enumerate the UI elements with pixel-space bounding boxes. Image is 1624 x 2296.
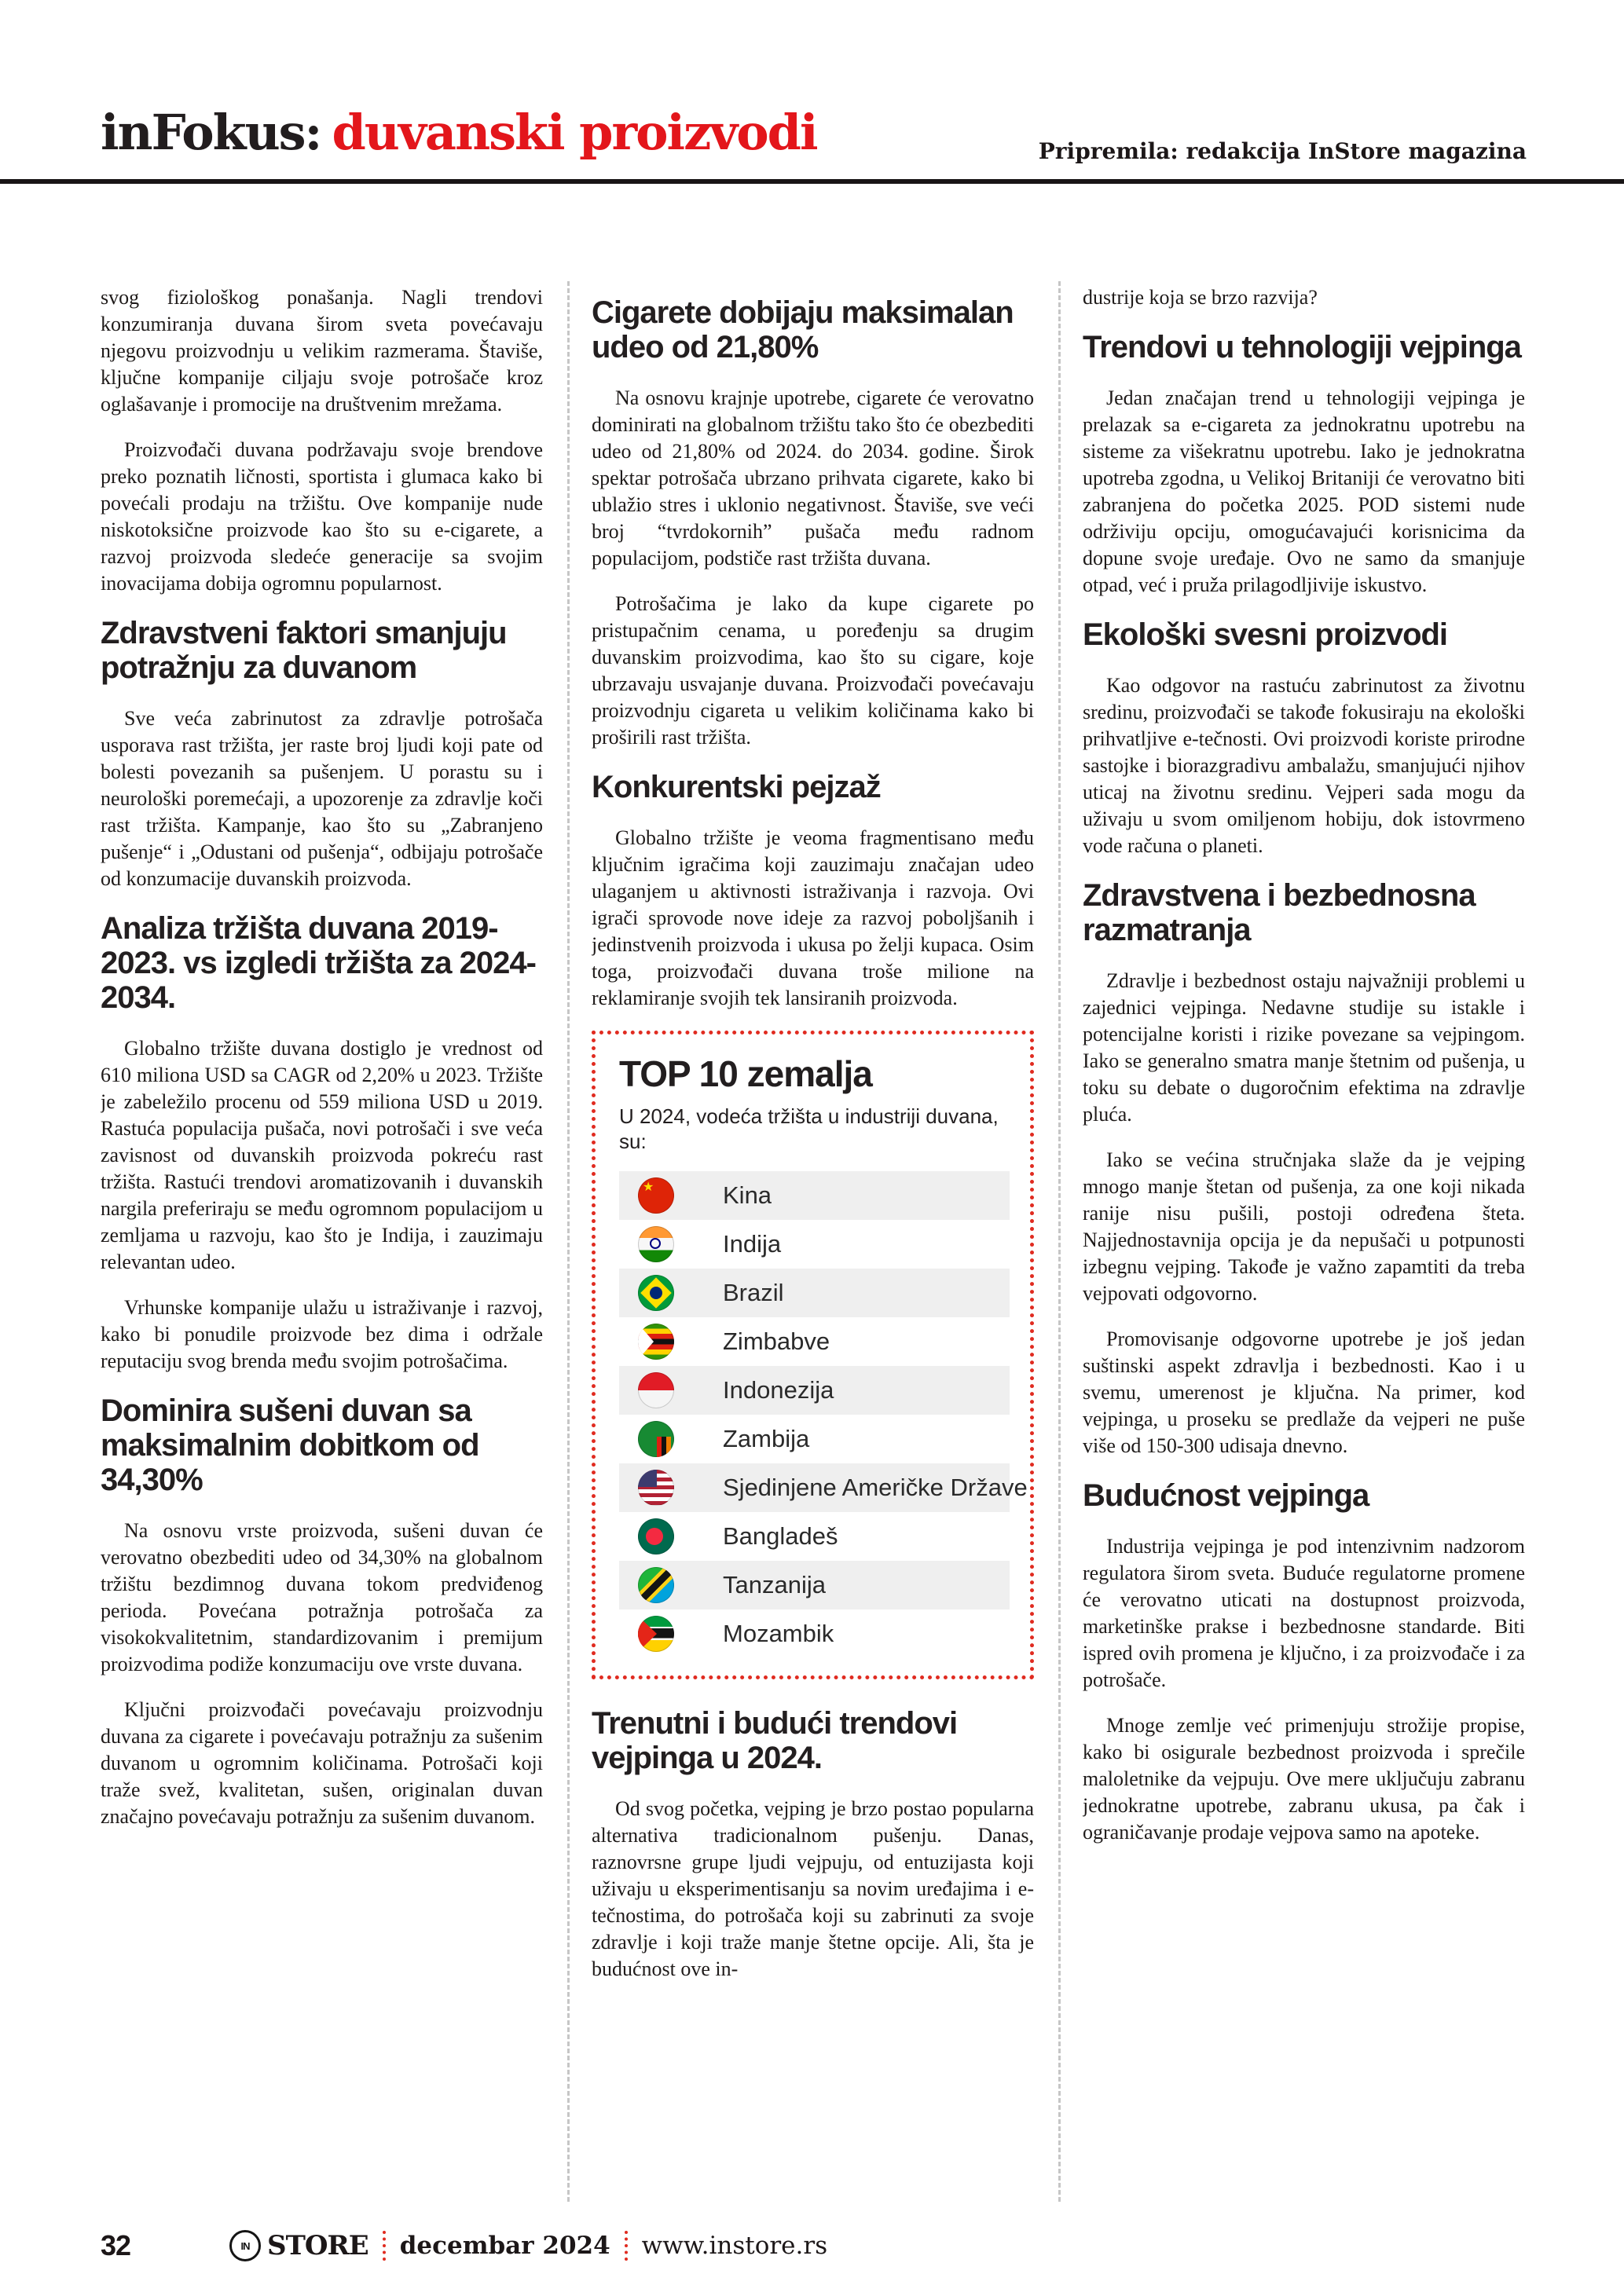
country-name: Zimbabve (723, 1327, 830, 1355)
article-paragraph: Od svog početka, vejping je brzo postao popularna alternativa tradicionalnom pušenju. Danas, raznovrsne grupe ljudi vejpuju, od entuzijasta koji uživaju u eksperimentisanju sa novim uređajima i e-tečnostima, do potrošača koji su zabrinuti za svoje zdravlje i koji traže manje štetne opcije. Ali, šta je budućnost ove in- (592, 1797, 1034, 1980)
country-row (619, 1561, 1010, 1609)
section-heading: Trenutni i budući trendovi vejpinga u 2024. (592, 1706, 958, 1775)
page-footer (101, 2229, 827, 2262)
zambia-flag-icon (638, 1421, 674, 1457)
section-heading: Cigarete dobijaju maksimalan udeo od 21,80% (592, 295, 1014, 364)
article-columns (101, 284, 1526, 2210)
article-paragraph: Ključni proizvođači povećavaju proizvodnju duvana za cigarete i povećavaju potražnju za sušenim duvanom u ogromnim količinama. Potrošači koji traže svež, kvalitetan, sušen, originalan duvan značajno povećavaju potražnju za sušenim duvanom. (101, 1698, 543, 1828)
top10-title: TOP 10 zemalja (619, 1053, 872, 1094)
section-heading: Trendovi u tehnologiji vejpinga (1083, 330, 1521, 364)
tanzania-flag-icon (638, 1567, 674, 1603)
website-url: www.instore.rs (641, 2232, 828, 2260)
indonesia-flag-icon (638, 1372, 674, 1408)
article-paragraph: Promovisanje odgovorne upotrebe je još jedan suštinski aspekt zdravlja i bezbednosti. Kao i u svemu, umerenost je ključna. Na primer, kod vejpinga, u proseku se predlaže da vejperi ne puše više od 150-300 udisaja dnevno. (1083, 1327, 1525, 1457)
footer-dotted-divider (383, 2231, 386, 2261)
article-paragraph: dustrije koja se brzo razvija? (1083, 286, 1318, 309)
article-paragraph: Vrhunske kompanije ulažu u istraživanje i razvoj, kako bi ponudile proizvode bez dima i održale reputaciju svog brenda među svojim potrošačima. (101, 1296, 543, 1372)
section-heading: Analiza tržišta duvana 2019-2023. vs izgledi tržišta za 2024-2034. (101, 911, 536, 1015)
article-paragraph: Na osnovu krajnje upotrebe, cigarete će verovatno dominirati na globalnom tržištu tako što će obezbediti udeo od 21,80% od 2024. do 2034. godine. Širok spektar potrošača ubrzano prihvata cigarete, kako bi ublažio stres i uklonio negativnost. Štaviše, sve veći broj “tvrdokornih” pušača među radnom populacijom, podstiče rast tržišta duvana. (592, 386, 1034, 569)
mozambique-flag-icon (638, 1616, 674, 1652)
issue-date: decembar 2024 (399, 2232, 610, 2260)
masthead-rule (0, 179, 1624, 184)
article-paragraph: Proizvođači duvana podržavaju svoje brendove preko poznatih ličnosti, sportista i glumaca kako bi povećali prodaju na tržištu. Ove kompanije nude niskotoksične proizvode kao što su e-cigarete, a razvoj proizvoda sledeće generacije sa svojim inovacijama dobija ogromnu popularnost. (101, 438, 543, 595)
instore-logo-text: STORE (267, 2230, 368, 2261)
country-row (619, 1171, 1010, 1220)
masthead (0, 0, 1624, 184)
page-number: 32 (101, 2229, 131, 2261)
article-paragraph: Iako se većina stručnjaka slaže da je vejping mnogo manje štetan od pušenja, za one koji nikada ranije nisu pušili, postoji određena šteta. Najjednostavnija opcija je da nepušači u potpunosti izbegnu vejping. Takođe je važno zapamtiti da treba vejpovati odgovorno. (1083, 1148, 1525, 1305)
country-name: Tanzanija (723, 1571, 826, 1598)
country-row (619, 1463, 1028, 1512)
section-heading: Ekološki svesni proizvodi (1083, 617, 1448, 652)
section-heading: Zdravstvena i bezbednosna razmatranja (1083, 878, 1476, 947)
section-topic: duvanski proizvodi (332, 104, 817, 161)
country-row (619, 1609, 1010, 1658)
usa-flag-icon (638, 1470, 674, 1506)
instore-logo (229, 2230, 368, 2261)
country-row (619, 1366, 1010, 1415)
instore-coin-icon: IN (229, 2230, 261, 2261)
country-row (619, 1512, 1010, 1561)
china-flag-icon (638, 1177, 674, 1214)
article-paragraph: Zdravlje i bezbednost ostaju najvažniji problemi u zajednici vejpinga. Nedavne studije su istakle i potencijalne koristi i rizike povezane sa vejpingom. Iako se generalno smatra manje štetnim od pušenja, u toku su debate o dugoročnim efektima na zdravlje pluća. (1083, 969, 1525, 1126)
country-row (619, 1415, 1010, 1463)
footer-dotted-divider (625, 2231, 628, 2261)
top10-box (592, 1031, 1034, 1679)
country-name: Brazil (723, 1279, 784, 1306)
brazil-flag-icon (638, 1275, 674, 1311)
article-paragraph: svog fiziološkog ponašanja. Nagli trendovi konzumiranja duvana širom sveta povećavaju njegovu proizvodnju u velikim razmerama. Štaviše, ključne kompanije ciljaju svoje potrošače kroz oglašavanje i promocije na društvenim mrežama. (101, 286, 543, 416)
article-paragraph: Jedan značajan trend u tehnologiji vejpinga je prelazak sa e-cigareta za jednokratnu upotrebu na sisteme za višekratnu upotrebu. Iako je jednokratna upotreba zgodna, u Velikoj Britaniji će verovatno biti zabranjena do početka 2025. POD sistemi nude održiviju opciju, omogućavajući korisnicima da dopune svoje uređaje. Ovo ne samo da smanjuje otpad, već i pruža prilagodljivije iskustvo. (1083, 386, 1525, 596)
country-row (619, 1269, 1010, 1317)
section-brand: inFokus: (101, 104, 321, 161)
article-paragraph: Sve veća zabrinutost za zdravlje potrošača usporava rast tržišta, jer raste broj ljudi koji pate od bolesti povezanih sa pušenjem. U porastu su i neurološki poremećaji, a upozorenje za zdravlje koči rast tržišta. Kampanje, kao što su „Zabranjeno pušenje“ i „Odustani od pušenja“, odbijaju potrošače od konzumacije duvanskih proizvoda. (101, 707, 543, 890)
column-3 (1083, 284, 1525, 2210)
country-name: Sjedinjene Američke Države (723, 1474, 1028, 1501)
country-row (619, 1220, 1010, 1269)
article-paragraph: Globalno tržište je veoma fragmentisano među ključnim igračima koji zauzimaju značajan udeo ulaganjem u aktivnosti istraživanja i razvoja. Ovi igrači sprovode nove ideje za razvoj poboljšanih i jedinstvenih proizvoda i ukusa po želji kupaca. Osim toga, proizvođači duvana troše milione na reklamiranje svojih tek lansiranih proizvoda. (592, 826, 1034, 1009)
article-paragraph: Potrošačima je lako da kupe cigarete po pristupačnim cenama, u poređenju sa drugim duvanskim proizvodima, kao što su cigare, koje ubrzavaju usvajanje duvana. Proizvođači povećavaju proizvodnju cigareta u velikim količinama kako bi proširili rast tržišta. (592, 592, 1034, 749)
country-name: Bangladeš (723, 1522, 838, 1550)
article-paragraph: Na osnovu vrste proizvoda, sušeni duvan će verovatno obezbediti udeo od 34,30% na globalnom tržištu bezdimnog duvana tokom predviđenog perioda. Povećana potražnja potrošača za visokokvalitetnim, standardizovanim i premijum proizvodima podiže konzumaciju ove vrste duvana. (101, 1519, 543, 1675)
page-title (101, 104, 817, 161)
article-paragraph: Industrija vejpinga je pod intenzivnim nadzorom regulatora širom sveta. Buduće regulatorne promene će verovatno uticati na dostupnost proizvoda, marketinške prakse i bezbednosne standarde. Biti ispred ovih promena je ključno, i za proizvođače i za potrošače. (1083, 1535, 1525, 1691)
column-2 (592, 284, 1034, 2210)
column-1 (101, 284, 543, 2210)
zimbabwe-flag-icon (638, 1324, 674, 1360)
country-name: Mozambik (723, 1620, 834, 1647)
section-heading: Dominira sušeni duvan sa maksimalnim dobitkom od 34,30% (101, 1393, 479, 1497)
section-heading: Budućnost vejpinga (1083, 1478, 1369, 1513)
article-paragraph: Globalno tržište duvana dostiglo je vrednost od 610 miliona USD sa CAGR od 2,20% u 2023. Tržište je zabeležilo procenu od 559 miliona USD u 2019. Rastuća populacija pušača, novi potrošači i sve veća zavisnost od duvanskih proizvoda pokreću rast tržišta. Rastući trendovi aromatizovanih i duvanskih nargila preferiraju se među ogromnom populacijom u zemljama u razvoju, kao što je Indija, i zauzimaju relevantan udeo. (101, 1037, 543, 1273)
india-flag-icon (638, 1226, 674, 1262)
article-paragraph: Kao odgovor na rastuću zabrinutost za životnu sredinu, proizvođači se takođe fokusiraju na ekološki prihvatljive e-tečnosti. Ovi proizvodi koriste prirodne sastojke i biorazgradivu ambalažu, smanjujući njihov uticaj na životnu sredinu. Vejperi sada mogu da uživaju u svom omiljenom hobiju, dok istovrmeno vode računa o planeti. (1083, 674, 1525, 857)
byline: Pripremila: redakcija InStore magazina (1038, 138, 1527, 164)
country-name: Indonezija (723, 1376, 834, 1404)
country-name: Indija (723, 1230, 782, 1258)
article-paragraph: Mnoge zemlje već primenjuju strožije propise, kako bi osigurale bezbednost proizvoda i sprečile maloletnike da vejpuju. Ove mere uključuju zabranu jednokratne upotrebe, zabranu ukusa, pa čak i ograničavanje prodaje vejpova samo na apoteke. (1083, 1714, 1525, 1844)
country-name: Kina (723, 1181, 772, 1209)
top10-subtitle: U 2024, vodeća tržišta u industriji duvana, su: (619, 1104, 999, 1153)
country-row (619, 1317, 1010, 1366)
country-name: Zambija (723, 1425, 810, 1452)
section-heading: Zdravstveni faktori smanjuju potražnju za duvanom (101, 616, 507, 685)
section-heading: Konkurentski pejzaž (592, 770, 881, 804)
bangladesh-flag-icon (638, 1518, 674, 1554)
